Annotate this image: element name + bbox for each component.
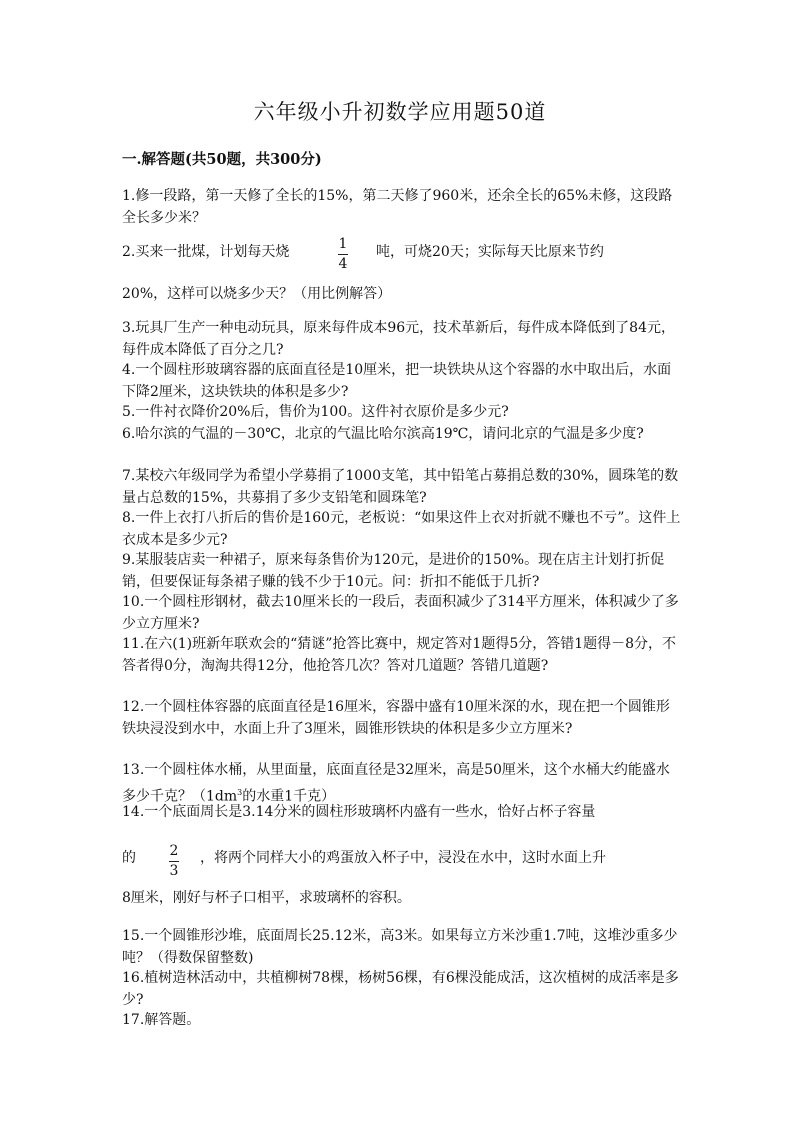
question-2-text-after: 吨，可烧20天；实际每天比原来节约 xyxy=(376,244,604,260)
fraction-numerator: 1 xyxy=(338,236,348,252)
question-2-line-2: 20%，这样可以烧多少天？（用比例解答） xyxy=(122,286,392,302)
question-1: 1.修一段路，第一天修了全长的15%，第二天修了960米，还余全长的65%未修，这段路全长多少米？ xyxy=(122,188,673,226)
question-14-line-1: 14.一个底面周长是3.14分米的圆柱形玻璃杯内盛有一些水，恰好占杯子容量 xyxy=(122,804,596,820)
question-13-text: 13.一个圆柱体水桶，从里面量，底面直径是32厘米，高是50厘米，这个水桶大约能盛水多少千克？（1dm xyxy=(122,762,670,805)
fraction-denominator: 3 xyxy=(169,863,179,879)
question-14-line-3: 8厘米，刚好与杯子口相平，求玻璃杯的容积。 xyxy=(122,890,411,906)
question-4: 4.一个圆柱形玻璃容器的底面直径是10厘米，把一块铁块从这个容器的水中取出后，水面下降2厘米，这块铁块的体积是多少? xyxy=(122,362,672,400)
question-10: 10.一个圆柱形钢材，截去10厘米长的一段后，表面积减少了314平方厘米，体积减少了多少立方厘米? xyxy=(122,594,679,632)
page-title: 六年级小升初数学应用题50道 xyxy=(253,100,547,124)
question-7: 7.某校六年级同学为希望小学募捐了1000支笔，其中铅笔占募捐总数的30%，圆珠笔的数量占总数的15%，共募捐了多少支铅笔和圆珠笔? xyxy=(122,468,679,506)
cubic-superscript: 3 xyxy=(237,787,243,797)
question-15: 15.一个圆锥形沙堆，底面周长25.12米，高3米。如果每立方米沙重1.7吨，这堆沙重多少吨？（得数保留整数) xyxy=(122,928,678,966)
fraction-numerator: 2 xyxy=(169,843,179,859)
question-13 xyxy=(122,760,682,808)
question-13-tail: 的水重1千克） xyxy=(242,788,336,805)
question-3: 3.玩具厂生产一种电动玩具，原来每件成本96元，技术革新后，每件成本降低到了84元，每件成本降低了百分之几? xyxy=(122,320,675,358)
question-14-text-after: ，将两个同样大小的鸡蛋放入杯子中，浸没在水中，这时水面上升 xyxy=(200,850,606,866)
question-17: 17.解答题。 xyxy=(122,1012,201,1028)
question-6: 6.哈尔滨的气温的－30℃，北京的气温比哈尔滨高19℃，请问北京的气温是多少度? xyxy=(122,426,644,442)
question-8: 8.一件上衣打八折后的售价是160元，老板说：“如果这件上衣对折就不赚也不亏”。这件上衣成本是多少元? xyxy=(122,510,681,548)
fraction-one-quarter xyxy=(338,237,348,272)
question-5: 5.一件衬衣降价20%后，售价为100。这件衬衣原价是多少元? xyxy=(122,404,509,420)
section-heading: 一.解答题(共50题，共300分) xyxy=(122,151,322,168)
question-9: 9.某服装店卖一种裙子，原来每条售价为120元，是进价的150%。现在店主计划打折促销，但要保证每条裙子赚的钱不少于10元。问：折扣不能低于几折? xyxy=(122,552,665,590)
question-16: 16.植树造林活动中，共植柳树78棵，杨树56棵，有6棵没能成活，这次植树的成活率是多少? xyxy=(122,970,679,1008)
question-2-text-before: 2.买来一批煤，计划每天烧 xyxy=(122,244,290,260)
question-12: 12.一个圆柱体容器的底面直径是16厘米，容器中盛有10厘米深的水，现在把一个圆锥形铁块浸没到水中，水面上升了3厘米，圆锥形铁块的体积是多少立方厘米? xyxy=(122,699,670,737)
question-11: 11.在六(1)班新年联欢会的“猜谜”抢答比赛中，规定答对1题得5分，答错1题得－8分，不答者得0分，淘淘共得12分，他抢答几次？答对几道题？答错几道题? xyxy=(122,636,677,674)
question-14-text-before: 的 xyxy=(122,850,136,866)
fraction-denominator: 4 xyxy=(338,256,348,272)
fraction-two-thirds xyxy=(169,844,179,879)
